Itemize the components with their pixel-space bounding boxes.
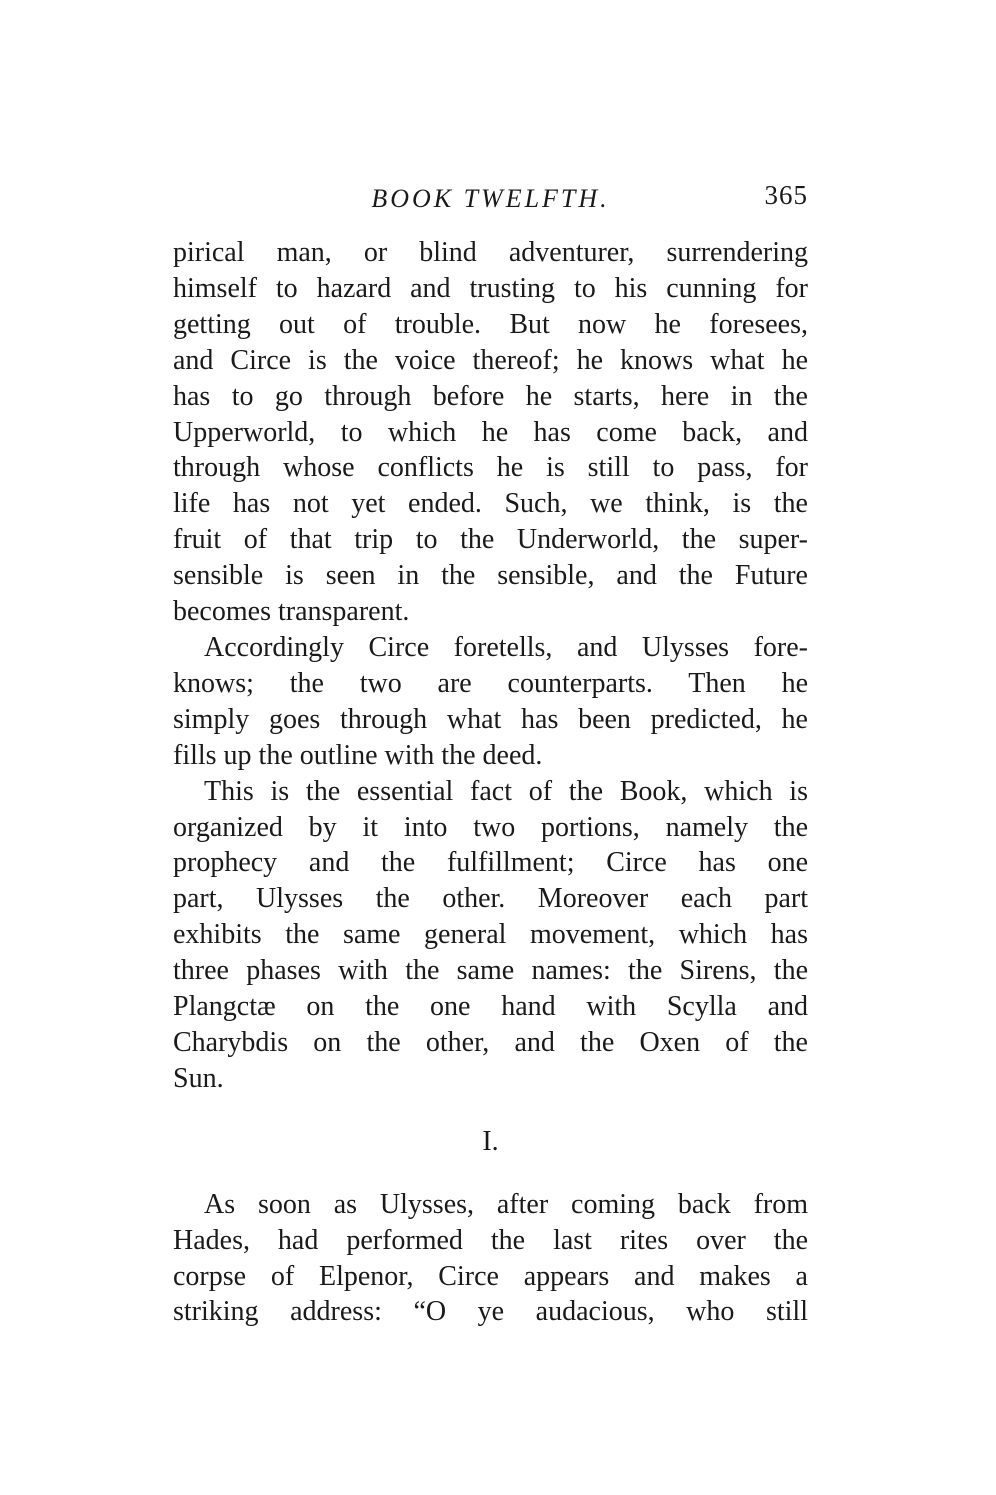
text-line: becomes transparent. [173, 596, 410, 628]
paragraph-1 [173, 235, 808, 630]
text-line: This is the essential fact of the Book, which is [204, 775, 808, 807]
text-line: striking address: “O ye audacious, who still [173, 1296, 808, 1328]
running-title: BOOK TWELFTH. [371, 184, 610, 213]
text-line: Hades, had performed the last rites over the [173, 1224, 808, 1256]
body-text [173, 235, 808, 1330]
paragraph-4 [173, 1187, 808, 1331]
text-line: through whose conflicts he is still to pass, for [173, 452, 808, 484]
text-line: part, Ulysses the other. Moreover each part [173, 883, 808, 915]
text-line: pirical man, or blind adventurer, surrendering [173, 237, 808, 268]
text-line: life has not yet ended. Such, we think, is the [173, 488, 808, 520]
text-line: Sun. [173, 1062, 224, 1094]
paragraph-2 [173, 630, 808, 774]
running-head [173, 176, 808, 216]
paragraph-3 [173, 774, 808, 1097]
text-line: simply goes through what has been predicted, he [173, 703, 808, 735]
text-line: As soon as Ulysses, after coming back from [204, 1188, 808, 1220]
text-line: exhibits the same general movement, which has [173, 919, 808, 951]
text-line: prophecy and the fulfillment; Circe has one [173, 847, 808, 879]
text-line: Upperworld, to which he has come back, and [173, 416, 808, 448]
text-line: sensible is seen in the sensible, and the Future [173, 560, 808, 592]
text-line: getting out of trouble. But now he foresees, [173, 308, 808, 340]
text-line: fruit of that trip to the Underworld, the super- [173, 524, 808, 556]
section-number: I. [482, 1125, 499, 1157]
text-line: fills up the outline with the deed. [173, 739, 543, 771]
text-line: knows; the two are counterparts. Then he [173, 667, 808, 699]
page-number: 365 [764, 180, 808, 210]
text-line: himself to hazard and trusting to his cunning for [173, 272, 808, 304]
text-line: Charybdis on the other, and the Oxen of the [173, 1026, 808, 1058]
text-line: Plangctæ on the one hand with Scylla and [173, 991, 808, 1023]
text-line: has to go through before he starts, here in the [173, 380, 808, 412]
text-line: three phases with the same names: the Sirens, the [173, 955, 808, 987]
text-line: and Circe is the voice thereof; he knows what he [173, 344, 808, 376]
text-line: organized by it into two portions, namely the [173, 811, 808, 843]
text-line: Accordingly Circe foretells, and Ulysses fore- [204, 631, 808, 663]
text-line: corpse of Elpenor, Circe appears and makes a [173, 1260, 808, 1292]
